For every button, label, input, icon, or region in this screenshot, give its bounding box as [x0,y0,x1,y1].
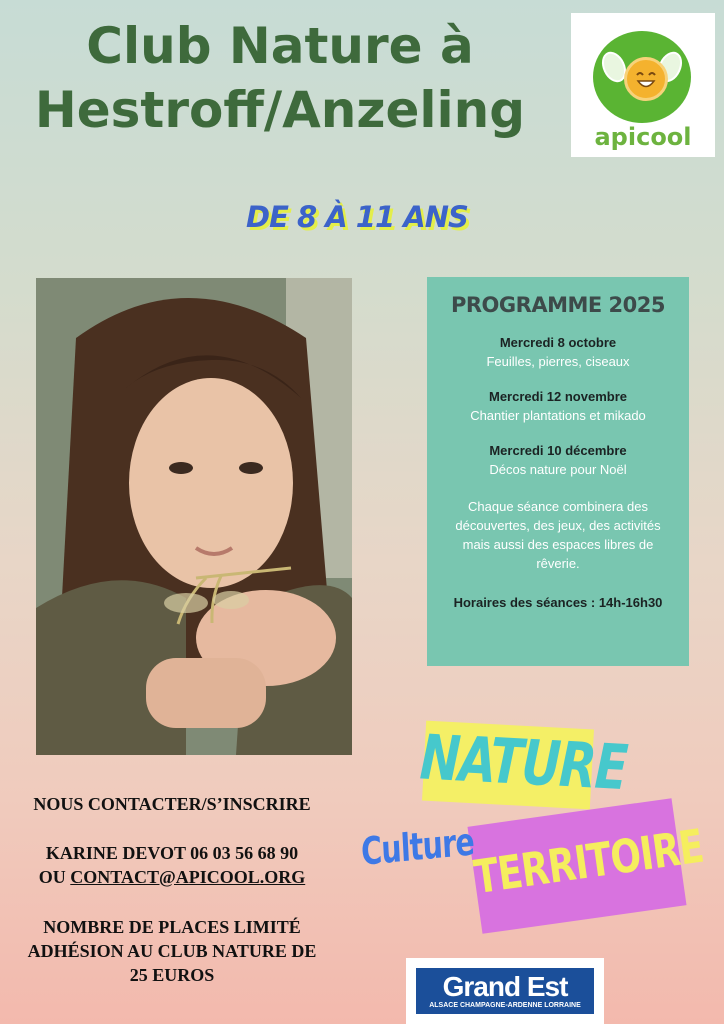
session-date: Mercredi 12 novembre [488,389,627,404]
places-limited: NOMBRE DE PLACES LIMITÉ [43,917,301,937]
program-panel [427,277,689,666]
session-desc: Feuilles, pierres, ciseaux [486,354,630,369]
contact-email-line [0,865,344,889]
age-badge: DE 8 À 11 ANS [246,200,468,234]
stamp-nature [418,720,629,810]
program-hours: Horaires des séances : 14h-16h30 [453,595,663,610]
smiling-bee-icon [624,57,668,101]
contact-or: OU [38,867,66,887]
session-desc: Chantier plantations et mikado [470,408,646,423]
grand-est-logo [406,958,604,1024]
session-3 [427,441,689,479]
logo-text: apicool [594,123,692,151]
contact-heading: NOUS CONTACTER/S’INSCRIRE [33,794,311,814]
membership-line-1: ADHÉSION AU CLUB NATURE DE [27,941,317,961]
title-line-1: Club Nature à [86,17,474,75]
page-title [0,14,560,142]
photo-girl-with-dragonfly [36,278,352,755]
session-1 [427,333,689,371]
region-subtitle: ALSACE CHAMPAGNE-ARDENNE LORRAINE [429,1002,581,1009]
session-desc: Décos nature pour Noël [489,462,627,477]
stamp-culture-text: Culture [360,819,476,874]
membership-line-2: 25 EUROS [129,965,215,985]
stamp-territoire-text: TERRITOIRE [470,818,707,905]
contact-email-link[interactable]: CONTACT@APICOOL.ORG [70,867,306,887]
logo-emblem [593,31,691,123]
photo-illustration [36,278,352,755]
apicool-logo [571,13,715,157]
session-date: Mercredi 8 octobre [499,335,617,350]
title-line-2: Hestroff/Anzeling [34,81,526,139]
region-logo-panel [416,968,594,1014]
session-2 [427,387,689,425]
program-title: PROGRAMME 2025 [451,293,665,317]
program-note: Chaque séance combinera des découvertes, des jeux, des activités mais aussi des espaces libres de rêverie. [455,499,661,571]
region-name: Grand Est [442,971,568,1002]
contact-name-phone: KARINE DEVOT 06 03 56 68 90 [45,843,299,863]
contact-block [0,794,344,987]
stamp-nature-text: NATURE [418,720,629,805]
face-features [627,60,665,98]
stamp-territoire [467,798,707,934]
session-date: Mercredi 10 décembre [489,443,627,458]
